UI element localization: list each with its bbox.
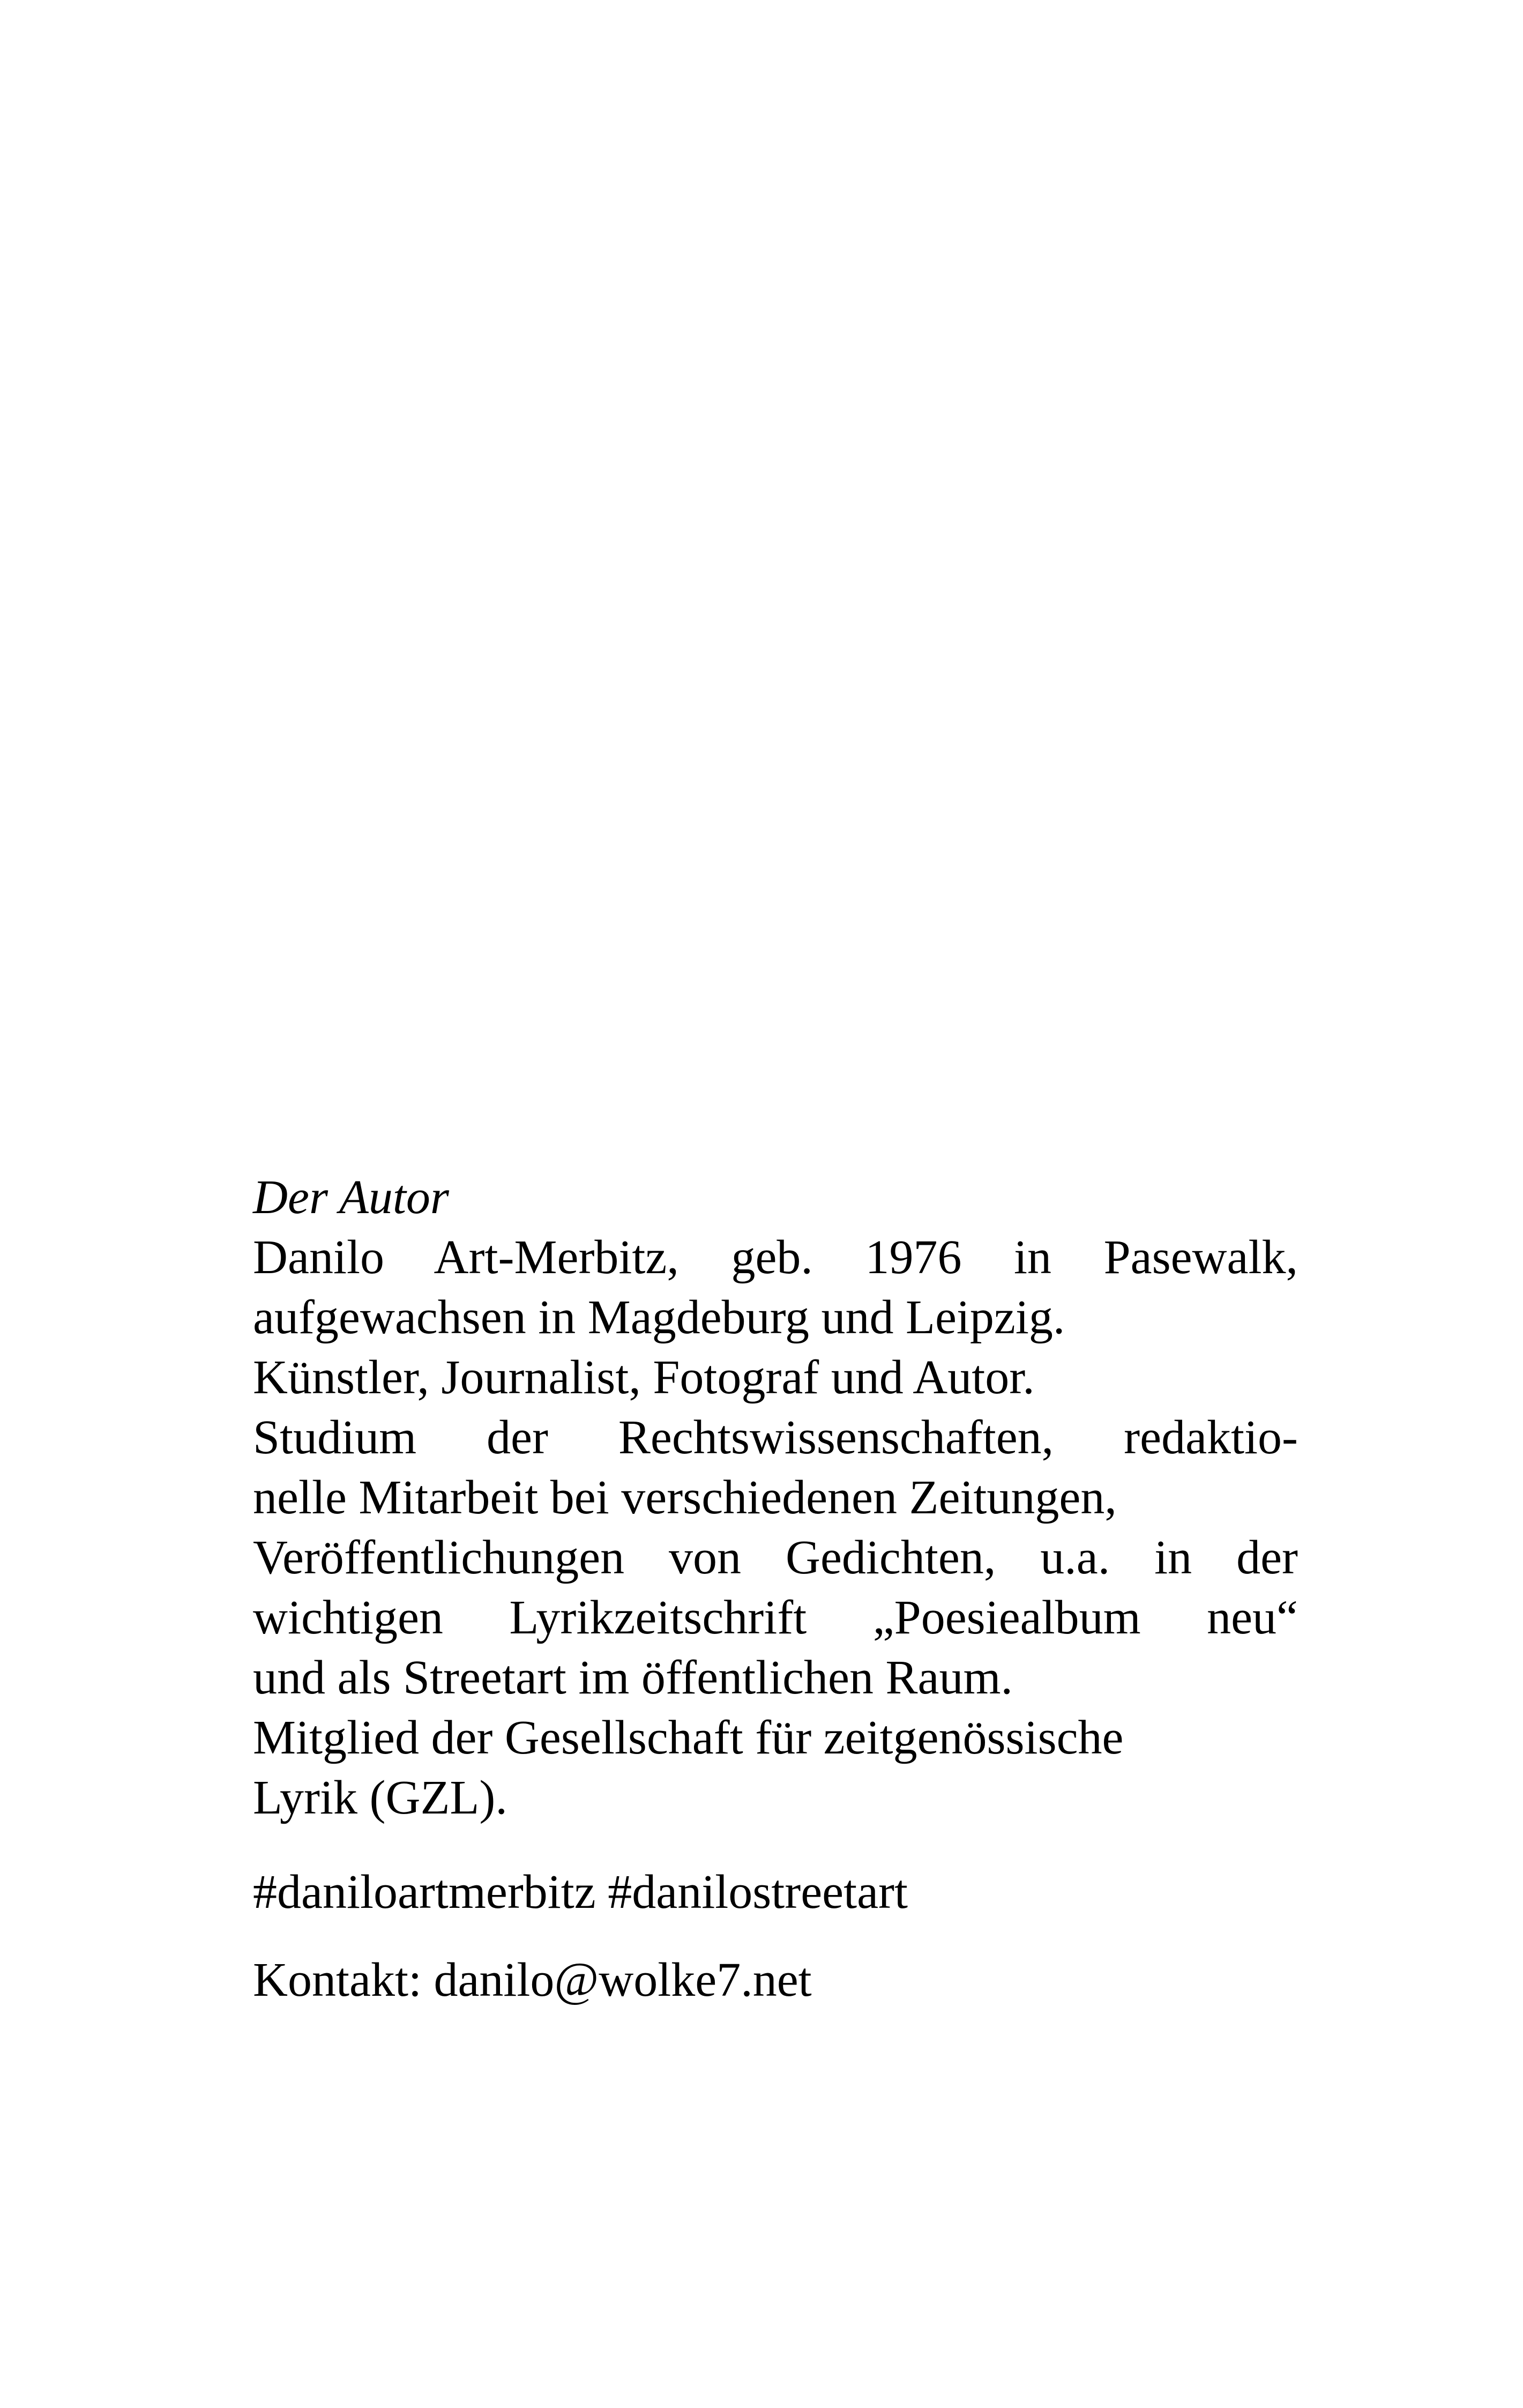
- bio-line: Lyrik (GZL).: [253, 1771, 507, 1824]
- bio-line: nelle Mitarbeit bei verschiedenen Zeitungen,: [253, 1471, 1117, 1524]
- author-bio-block: [253, 1168, 1298, 2010]
- bio-line: Studium der Rechtswissenschaften, redaktio-: [253, 1411, 1298, 1464]
- bio-line: Danilo Art-Merbitz, geb. 1976 in Pasewalk,: [253, 1231, 1298, 1284]
- bio-line: aufgewachsen in Magdeburg und Leipzig.: [253, 1291, 1065, 1344]
- section-heading: Der Autor: [253, 1171, 449, 1224]
- bio-line: Künstler, Journalist, Fotograf und Autor.: [253, 1351, 1035, 1404]
- bio-line: und als Streetart im öffentlichen Raum.: [253, 1651, 1013, 1704]
- bio-line: Mitglied der Gesellschaft für zeitgenössische: [253, 1711, 1124, 1764]
- hashtags-line: #daniloartmerbitz #danilostreetart: [253, 1866, 908, 1919]
- bio-line: wichtigen Lyrikzeitschrift „Poesiealbum neu“: [253, 1591, 1298, 1644]
- contact-line: Kontakt: danilo@wolke7.net: [253, 1953, 812, 2006]
- bio-line: Veröffentlichungen von Gedichten, u.a. in der: [253, 1531, 1298, 1584]
